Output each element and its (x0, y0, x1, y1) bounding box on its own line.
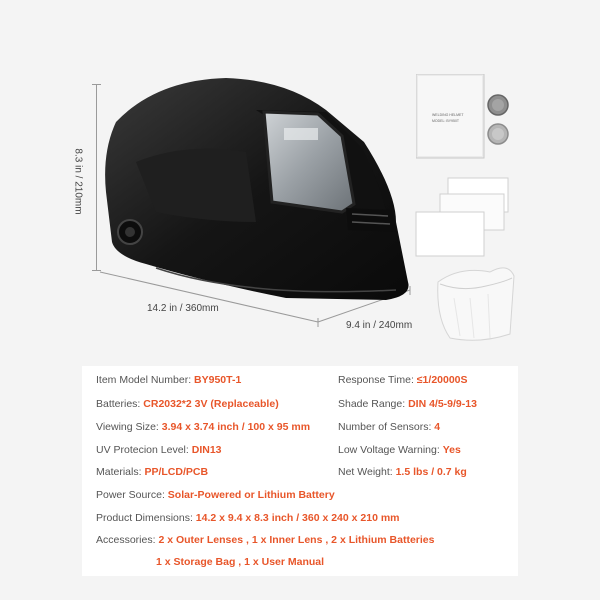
spec-accessories-line2: 1 x Storage Bag , 1 x User Manual (156, 556, 325, 568)
spec-power-source: Power Source: Solar-Powered or Lithium Battery (96, 489, 335, 501)
manual-text: WELDING HELMET MODEL: BY950T (432, 113, 464, 123)
spec-batteries: Batteries: CR2032*2 3V (Replaceable) (96, 398, 279, 410)
outer-lenses-image (412, 172, 512, 262)
length-label: 14.2 in / 360mm (147, 303, 219, 314)
spec-item-model-number: Item Model Number: BY950T-1 (96, 374, 242, 386)
welding-helmet-image (96, 72, 426, 312)
storage-bag-image (430, 258, 520, 344)
spec-viewing-size: Viewing Size: 3.94 x 3.74 inch / 100 x 95 mm (96, 421, 311, 433)
spec-net-weight: Net Weight: 1.5 lbs / 0.7 kg (338, 466, 467, 478)
spec-response-time: Response Time: ≤1/20000S (338, 374, 468, 386)
spec-accessories: Accessories: 2 x Outer Lenses , 1 x Inner Lens , 2 x Lithium Batteries (96, 534, 435, 546)
spec-number-of-sensors: Number of Sensors: 4 (338, 421, 441, 433)
spec-low-voltage-warning: Low Voltage Warning: Yes (338, 444, 461, 456)
height-label: 8.3 in / 210mm (72, 148, 84, 215)
lithium-batteries-image (486, 94, 510, 150)
spec-materials: Materials: PP/LCD/PCB (96, 466, 209, 478)
width-label: 9.4 in / 240mm (346, 320, 413, 331)
spec-product-dimensions: Product Dimensions: 14.2 x 9.4 x 8.3 inch / 360 x 240 x 210 mm (96, 512, 400, 524)
spec-shade-range: Shade Range: DIN 4/5-9/9-13 (338, 398, 477, 410)
spec-uv-protection-level: UV Protecion Level: DIN13 (96, 444, 222, 456)
